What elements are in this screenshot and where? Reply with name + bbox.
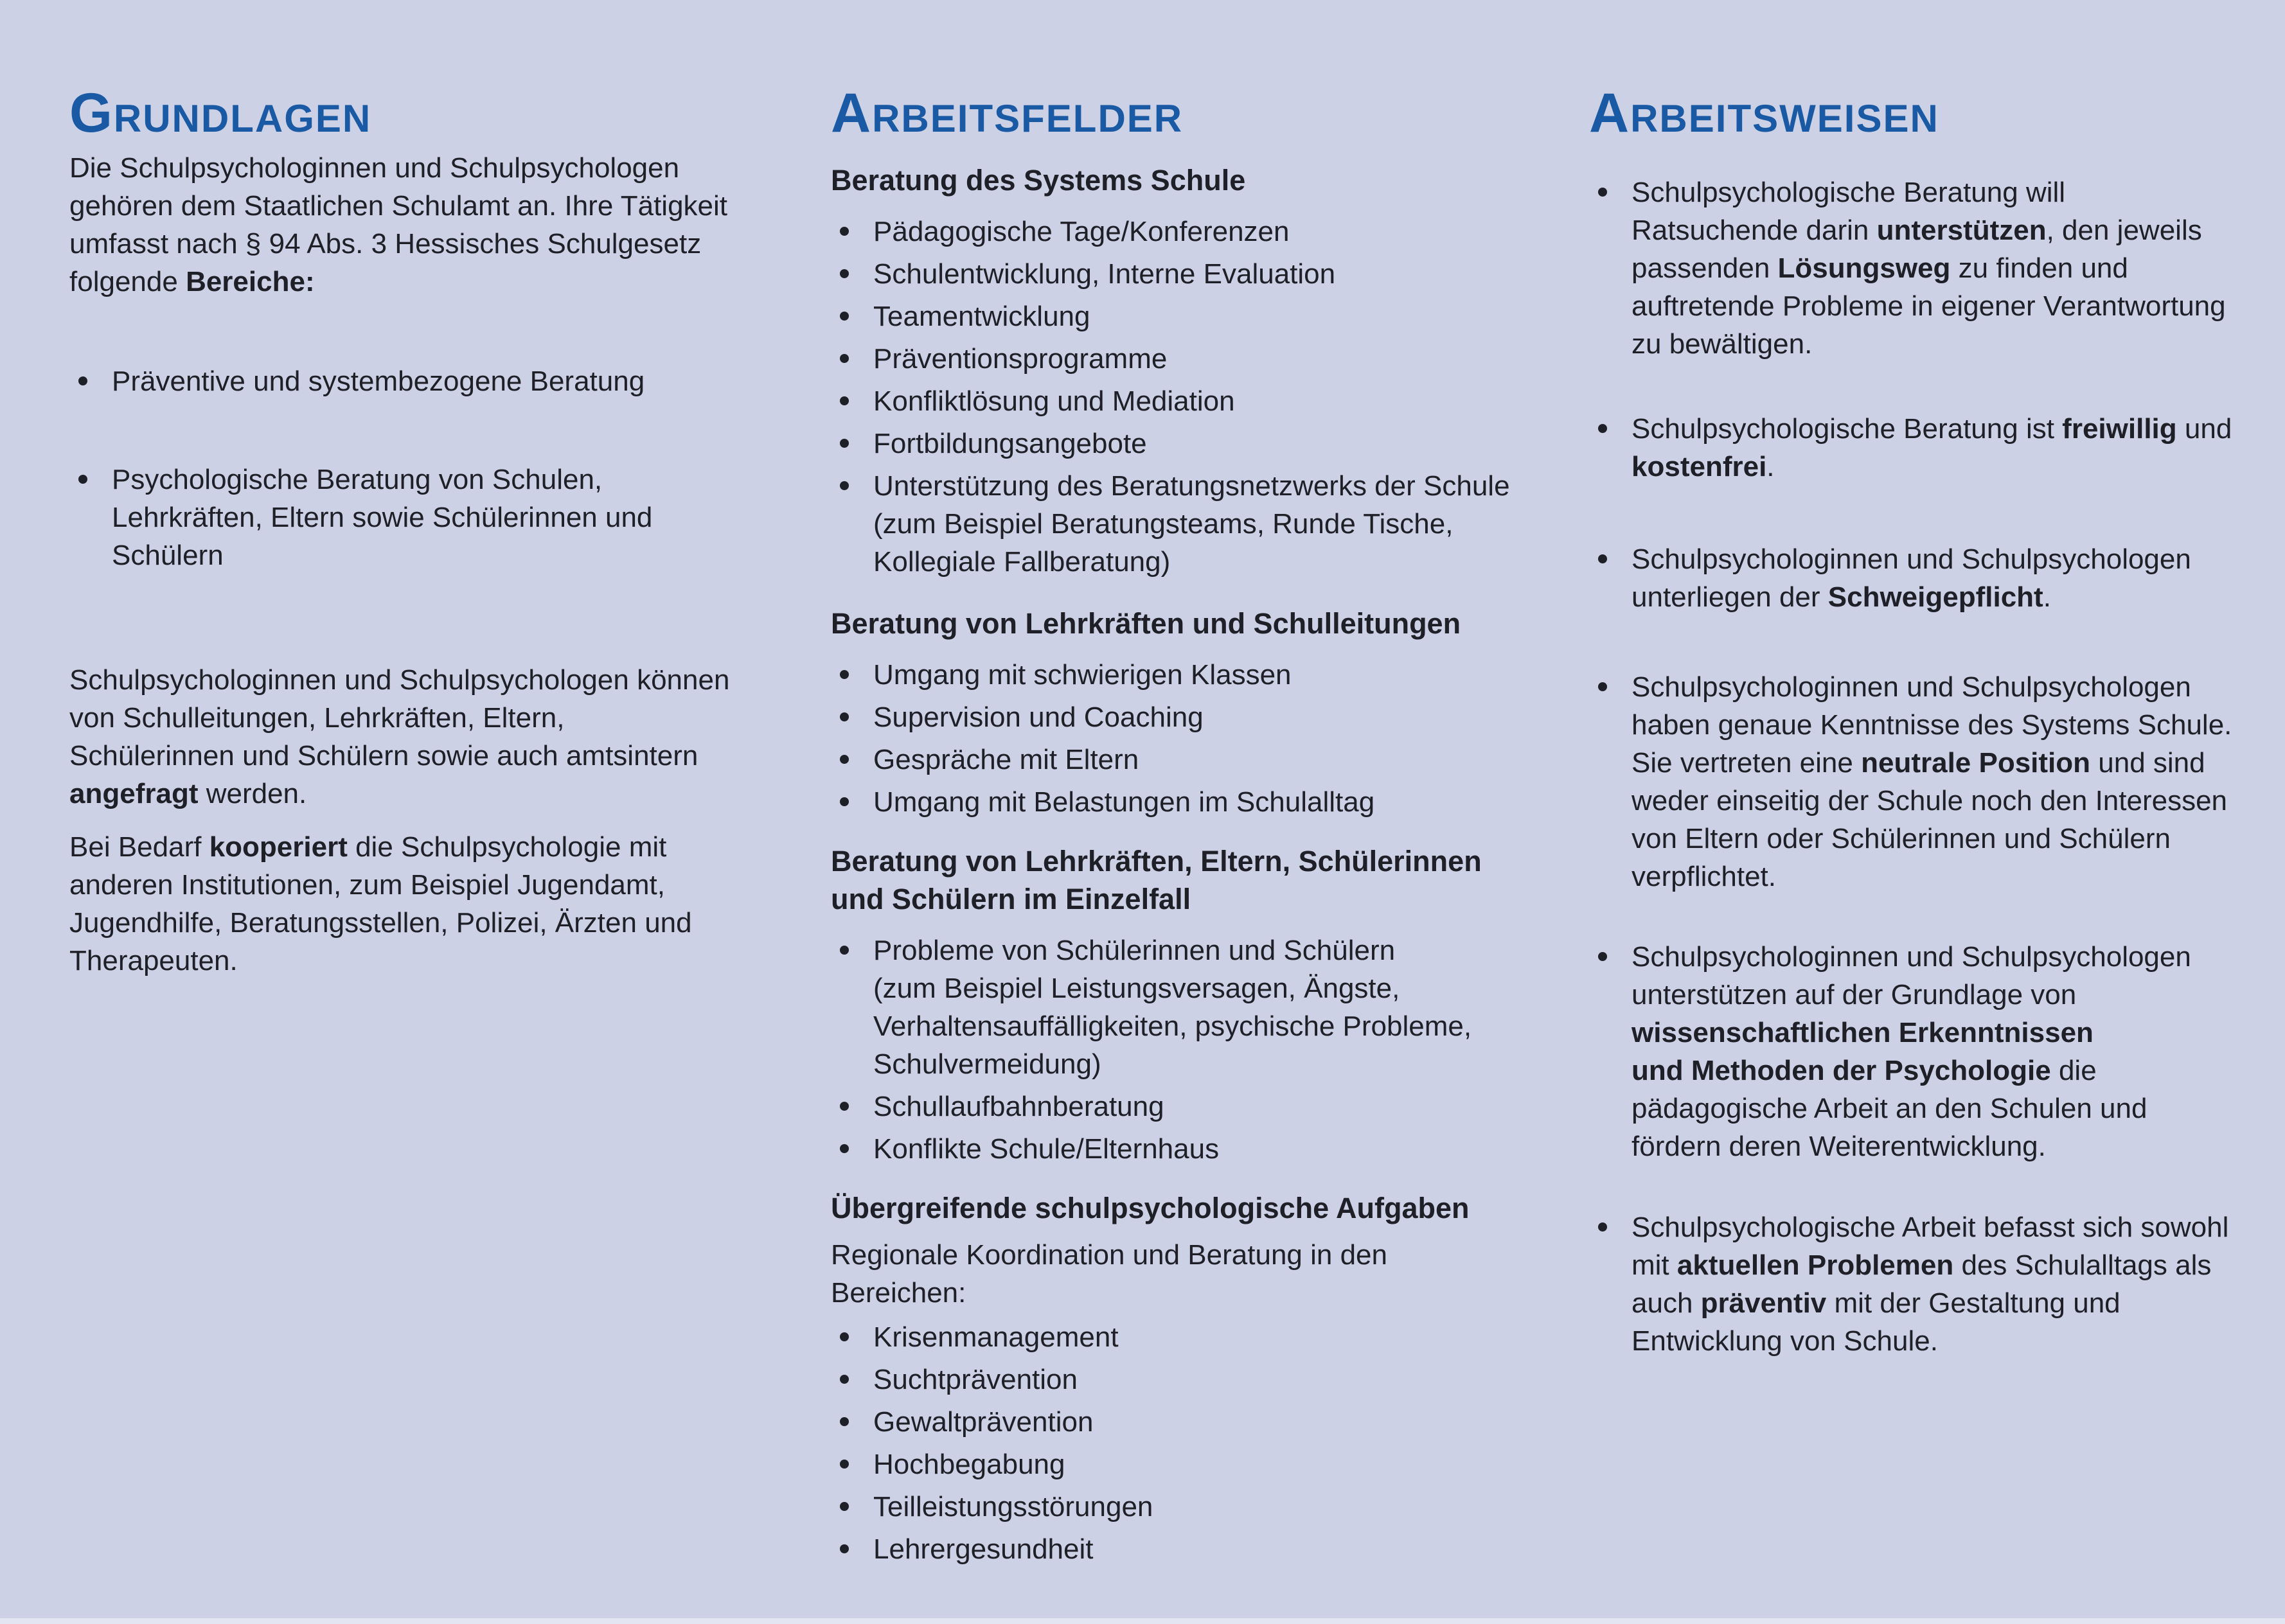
bullet-dot-icon <box>831 656 873 694</box>
text-run: Schullaufbahnberatung <box>873 1091 1164 1122</box>
subheading <box>831 1189 1512 1227</box>
text-run: zu finden und auftretende Probleme in eigener Verantwortung zu bewältigen. <box>1632 252 2226 360</box>
bullet-item <box>831 698 1512 736</box>
emphasis-text: unterstützen <box>1876 215 2047 246</box>
bullet-text <box>873 1130 1512 1168</box>
bullet-text <box>873 1403 1512 1441</box>
bullet-text <box>873 698 1512 736</box>
text-run: und <box>2176 413 2232 445</box>
paragraph <box>69 149 734 301</box>
bullet-dot-icon <box>831 1403 873 1441</box>
bullet-item <box>1589 938 2239 1165</box>
text-run: Supervision und Coaching <box>873 702 1204 733</box>
bullet-text <box>873 297 1512 335</box>
text-run: Schulpsychologinnen und Schulpsychologen können von Schulleitungen, Lehrkräften, Eltern, Schülerinnen und Schülern sowie auch amtsintern <box>69 664 730 772</box>
emphasis-text: angefragt <box>69 778 199 809</box>
text-run: mit der Gestaltung und Entwicklung von Schule. <box>1632 1287 2121 1357</box>
emphasis-text: Schweigepflicht <box>1827 581 2043 613</box>
text-run: Gespräche mit Eltern <box>873 744 1139 775</box>
bullet-dot-icon <box>831 698 873 736</box>
bullet-text <box>873 1318 1512 1356</box>
bullet-text <box>1632 1208 2239 1360</box>
bullet-text <box>873 425 1512 463</box>
bullet-item <box>831 1403 1512 1441</box>
column-heading-grundlagen: Grundlagen <box>69 82 372 144</box>
text-run: Schulpsychologische Beratung ist <box>1632 413 2063 445</box>
text-run: Suchtprävention <box>873 1364 1078 1395</box>
text-run: Umgang mit Belastungen im Schulalltag <box>873 786 1375 818</box>
bullet-item <box>831 255 1512 293</box>
bullet-item <box>831 741 1512 779</box>
emphasis-text: und Methoden der Psychologie <box>1632 1055 2051 1086</box>
paragraph <box>831 1236 1512 1312</box>
paragraph <box>69 828 734 980</box>
text-run: Teilleistungsstörungen <box>873 1491 1153 1522</box>
bullet-item <box>831 1318 1512 1356</box>
text-run: Pädagogische Tage/Konferenzen <box>873 216 1290 247</box>
bullet-dot-icon <box>1589 938 1632 1165</box>
bullet-text <box>873 255 1512 293</box>
bullet-item <box>1589 1208 2239 1360</box>
text-run: Regionale Koordination und Beratung in den Bereichen: <box>831 1239 1387 1309</box>
bullet-dot-icon <box>69 461 112 574</box>
text-run: Beratung von Lehrkräften und Schulleitungen <box>831 607 1461 640</box>
text-run: die Schulpsychologie mit anderen Institutionen, zum Beispiel Jugendamt, Jugendhilfe, Beratungsstellen, Polizei, Ärzten und Therapeuten. <box>69 831 692 976</box>
bullet-item <box>831 1361 1512 1399</box>
bullet-text <box>1632 410 2239 486</box>
bullet-dot-icon <box>1589 1208 1632 1360</box>
bullet-item <box>831 783 1512 821</box>
column-grundlagen-blocks <box>69 149 734 980</box>
emphasis-text: aktuellen Problemen <box>1676 1249 1954 1281</box>
bullet-dot-icon <box>831 1130 873 1168</box>
bullet-dot-icon <box>831 297 873 335</box>
emphasis-text: präventiv <box>1700 1287 1827 1319</box>
bullet-item <box>831 340 1512 378</box>
emphasis-text: kostenfrei <box>1632 451 1767 482</box>
text-run: Probleme von Schülerinnen und Schülern <box>873 935 1396 966</box>
text-run: . <box>1766 451 1775 482</box>
bullet-text <box>873 1530 1512 1568</box>
paragraph <box>69 661 734 813</box>
emphasis-text: Bereiche: <box>186 266 315 297</box>
bullet-text <box>873 741 1512 779</box>
bullet-dot-icon <box>831 931 873 1083</box>
bullet-item <box>831 213 1512 251</box>
text-run: , den jeweils passenden <box>1632 215 2202 284</box>
column-heading-arbeitsfelder: Arbeitsfelder <box>831 82 1184 144</box>
page-bottom-edge <box>0 1618 2285 1624</box>
text-run: Unterstützung des Beratungsnetzwerks der Schule (zum Beispiel Beratungsteams, Runde Tische, Kollegiale Fallberatung) <box>873 470 1510 578</box>
column-grundlagen <box>69 82 734 980</box>
text-run: Beratung von Lehrkräften, Eltern, Schülerinnen und Schülern im Einzelfall <box>831 845 1482 915</box>
bullet-dot-icon <box>69 362 112 400</box>
bullet-item <box>831 467 1512 581</box>
bullet-dot-icon <box>1589 668 1632 896</box>
bullet-item <box>831 1488 1512 1526</box>
bullet-text <box>873 213 1512 251</box>
bullet-text <box>873 656 1512 694</box>
bullet-item <box>69 362 734 400</box>
bullet-dot-icon <box>831 1361 873 1399</box>
bullet-dot-icon <box>831 783 873 821</box>
bullet-item <box>1589 173 2239 363</box>
text-run: Gewaltprävention <box>873 1406 1094 1438</box>
bullet-dot-icon <box>831 467 873 581</box>
bullet-dot-icon <box>831 1488 873 1526</box>
subheading <box>831 161 1512 199</box>
text-run: Schulpsychologinnen und Schulpsychologen unterliegen der <box>1632 543 2191 613</box>
bullet-item <box>831 1445 1512 1483</box>
bullet-item <box>831 382 1512 420</box>
emphasis-text: Lösungsweg <box>1777 252 1951 284</box>
bullet-item <box>1589 668 2239 896</box>
column-heading-arbeitsweisen: Arbeitsweisen <box>1589 82 1939 144</box>
bullet-text <box>1632 938 2239 1165</box>
text-run: und sind weder einseitig der Schule noch den Interessen von Eltern oder Schülerinnen und Schülern verpflichtet. <box>1632 747 2228 892</box>
text-run: Konflikte Schule/Elternhaus <box>873 1133 1220 1165</box>
text-run: Schulentwicklung, Interne Evaluation <box>873 258 1336 290</box>
emphasis-text: freiwillig <box>2062 413 2177 445</box>
bullet-text <box>873 1488 1512 1526</box>
bullet-text <box>112 461 734 574</box>
text-run: Präventionsprogramme <box>873 343 1168 375</box>
text-run: Bei Bedarf <box>69 831 209 863</box>
text-run: Schulpsychologische Arbeit befasst sich sowohl mit <box>1632 1212 2229 1281</box>
text-run: Lehrergesundheit <box>873 1533 1094 1565</box>
text-run: (zum Beispiel Leistungsversagen, Ängste, Verhaltensauffälligkeiten, psychische Probleme, Schulvermeidung) <box>873 973 1472 1080</box>
bullet-text <box>873 783 1512 821</box>
text-run: Hochbegabung <box>873 1449 1065 1480</box>
bullet-dot-icon <box>831 255 873 293</box>
bullet-text <box>873 382 1512 420</box>
bullet-text <box>1632 173 2239 363</box>
bullet-text <box>873 1361 1512 1399</box>
text-run: Beratung des Systems Schule <box>831 164 1246 197</box>
column-arbeitsweisen <box>1589 82 2239 1364</box>
bullet-item <box>831 425 1512 463</box>
emphasis-text: wissenschaftlichen Erkenntnissen <box>1632 1017 2094 1048</box>
text-run: Psychologische Beratung von Schulen, Lehrkräften, Eltern sowie Schülerinnen und Schülern <box>112 464 653 571</box>
text-run: Übergreifende schulpsychologische Aufgaben <box>831 1192 1470 1224</box>
text-run: Umgang mit schwierigen Klassen <box>873 659 1292 691</box>
bullet-text <box>1632 540 2239 616</box>
bullet-text <box>1632 668 2239 896</box>
bullet-text <box>873 1445 1512 1483</box>
bullet-dot-icon <box>831 1088 873 1125</box>
bullet-text <box>873 340 1512 378</box>
bullet-dot-icon <box>831 1445 873 1483</box>
text-run: Krisenmanagement <box>873 1321 1119 1353</box>
bullet-item <box>831 931 1512 1083</box>
bullet-dot-icon <box>831 340 873 378</box>
text-run: . <box>2043 581 2051 613</box>
subheading <box>831 842 1512 918</box>
text-run: Schulpsychologische Beratung will Ratsuchende darin <box>1632 177 2066 246</box>
text-run: Schulpsychologinnen und Schulpsychologen unterstützen auf der Grundlage von <box>1632 941 2191 1011</box>
bullet-dot-icon <box>831 1318 873 1356</box>
bullet-item <box>831 1530 1512 1568</box>
column-arbeitsfelder-blocks <box>831 161 1512 1568</box>
bullet-dot-icon <box>831 425 873 463</box>
bullet-item <box>1589 410 2239 486</box>
text-run: werden. <box>198 778 307 809</box>
subheading <box>831 605 1512 642</box>
column-arbeitsfelder <box>831 82 1512 1573</box>
bullet-item <box>831 297 1512 335</box>
bullet-item <box>831 1088 1512 1125</box>
emphasis-text: kooperiert <box>209 831 348 863</box>
bullet-item <box>1589 540 2239 616</box>
text-run: des Schulalltags als auch <box>1632 1249 2212 1319</box>
bullet-dot-icon <box>831 741 873 779</box>
text-run: die pädagogische Arbeit an den Schulen und fördern deren Weiterentwicklung. <box>1632 1055 2147 1162</box>
text-run: Die Schulpsychologinnen und Schulpsychologen gehören dem Staatlichen Schulamt an. Ihre Tätigkeit umfasst nach § 94 Abs. 3 Hessisches Schulgesetz folgende <box>69 152 728 297</box>
bullet-dot-icon <box>1589 410 1632 486</box>
bullet-item <box>69 461 734 574</box>
text-run: Präventive und systembezogene Beratung <box>112 366 645 397</box>
bullet-text <box>873 931 1512 1083</box>
text-run: Teamentwicklung <box>873 301 1090 332</box>
bullet-dot-icon <box>1589 173 1632 363</box>
bullet-dot-icon <box>1589 540 1632 616</box>
text-run: Konfliktlösung und Mediation <box>873 385 1235 417</box>
emphasis-text: neutrale Position <box>1861 747 2091 779</box>
text-run: Fortbildungsangebote <box>873 428 1147 459</box>
text-run: Schulpsychologinnen und Schulpsychologen haben genaue Kenntnisse des Systems Schule. Sie vertreten eine <box>1632 671 2232 779</box>
bullet-dot-icon <box>831 382 873 420</box>
bullet-text <box>873 467 1512 581</box>
bullet-dot-icon <box>831 213 873 251</box>
bullet-dot-icon <box>831 1530 873 1568</box>
bullet-text <box>112 362 734 400</box>
column-arbeitsweisen-blocks <box>1589 173 2239 1360</box>
bullet-item <box>831 1130 1512 1168</box>
bullet-text <box>873 1088 1512 1125</box>
bullet-item <box>831 656 1512 694</box>
